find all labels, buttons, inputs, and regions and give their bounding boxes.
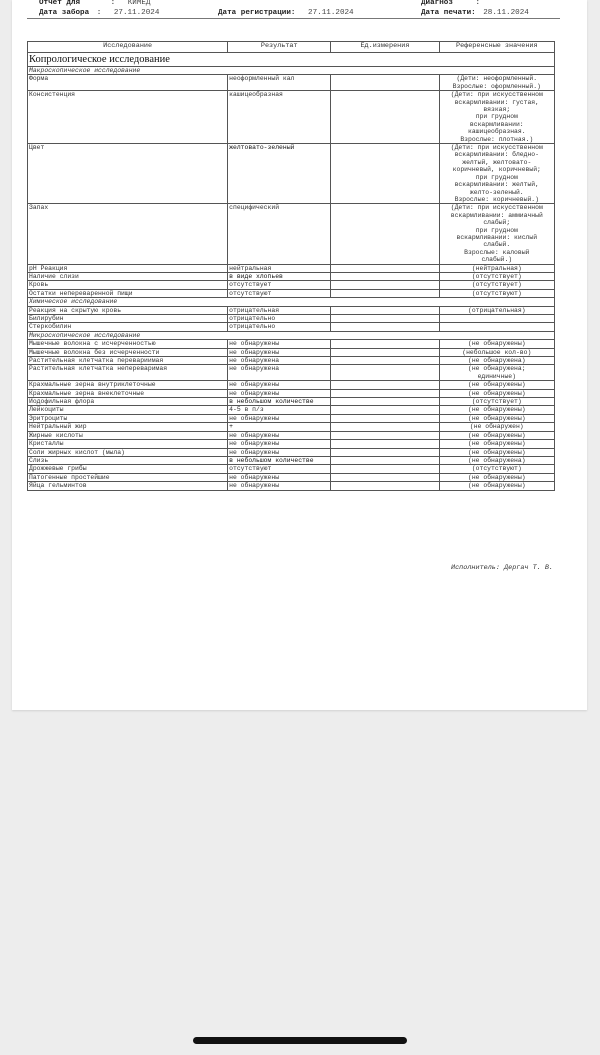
result-cell: отрицательно [228,315,331,323]
test-name-cell: Растительная клетчатка перевариимая [28,357,228,365]
sample-date-label: Дата забора [39,9,90,17]
result-cell: отсутствуют [228,465,331,473]
result-cell: специфический [228,204,331,264]
test-name-cell: Иодофильная флора [28,398,228,406]
results-table [27,41,555,491]
test-name-cell: Лейкоциты [28,406,228,414]
table-row [28,381,555,389]
reference-cell: (Дети: при искусственном вскармливании: аммиачный слабый; при грудном вскармливании: кислый слабый. Взрослые: каловый слабый.) [439,204,554,264]
table-row [28,75,555,91]
test-name-cell: Крахмальные зерна внеклеточные [28,389,228,397]
section-title: Микроскопическое исследование [28,331,555,339]
unit-cell [331,357,439,365]
result-cell: отрицательная [228,306,331,314]
column-header: Исследование [28,42,228,53]
reference-cell: (отсутствуют) [439,465,554,473]
result-cell: отсутствует [228,281,331,289]
test-name-cell: Стеркобилин [28,323,228,331]
table-row [28,281,555,289]
reference-cell: (небольшое кол-во) [439,348,554,356]
unit-cell [331,272,439,280]
reference-cell: (не обнаружена; единичные) [439,365,554,381]
table-row [28,414,555,422]
table-row [28,482,555,490]
table-row [28,456,555,464]
result-cell: 4-5 в п/з [228,406,331,414]
test-name-cell: Нейтральный жир [28,423,228,431]
table-row [28,398,555,406]
unit-cell [331,144,439,204]
reference-cell: (Дети: при искусственном вскармливании: бледно- желтый, желтовато- коричневый, коричневый; при грудном вскармливании: желтый, желто-зеленый. Взрослые: коричневый.) [439,144,554,204]
result-cell: не обнаружены [228,340,331,348]
table-row [28,465,555,473]
reference-cell: (нейтральная) [439,264,554,272]
test-name-cell: Мышечные волокна без исчерченности [28,348,228,356]
home-indicator[interactable] [193,1037,407,1044]
result-cell: не обнаружены [228,482,331,490]
test-name-cell: Жирные кислоты [28,431,228,439]
table-row [28,91,555,144]
table-row [28,264,555,272]
result-cell: + [228,423,331,431]
unit-cell [331,315,439,323]
reference-cell: (Дети: неоформленный. Взрослые: оформленный.) [439,75,554,91]
report-for-value: КИМЕД [127,0,151,7]
reference-cell: (не обнаружены) [439,482,554,490]
unit-cell [331,473,439,481]
result-cell: отсутствуют [228,289,331,297]
result-cell: в виде хлопьев [228,272,331,280]
reference-cell: (отсутствуют) [439,289,554,297]
section-row [28,298,555,306]
registration-date-label: Дата регистрации: [218,9,296,17]
table-row [28,340,555,348]
test-name-cell: Цвет [28,144,228,204]
table-row [28,473,555,481]
reference-cell: (не обнаружены) [439,431,554,439]
test-name-cell: Растительная клетчатка непереваримая [28,365,228,381]
section-row [28,67,555,75]
reference-cell: (не обнаружены) [439,448,554,456]
unit-cell [331,323,439,331]
reference-cell: (не обнаружены) [439,473,554,481]
table-header-row [28,42,555,53]
table-row [28,440,555,448]
executor-signature: Исполнитель: Дергач Т. В. [451,564,553,572]
print-date-row [421,8,529,18]
reference-cell: (не обнаружены) [439,414,554,422]
test-name-cell: Запах [28,204,228,264]
unit-cell [331,456,439,464]
test-name-cell: Наличие слизи [28,272,228,280]
test-name-cell: Консистенция [28,91,228,144]
column-header: Референсные значения [439,42,554,53]
test-name-cell: Дрожжевые грибы [28,465,228,473]
unit-cell [331,365,439,381]
unit-cell [331,75,439,91]
unit-cell [331,91,439,144]
unit-cell [331,348,439,356]
table-row [28,144,555,204]
result-cell: не обнаружены [228,440,331,448]
reference-cell: (не обнаружены) [439,381,554,389]
reference-cell: (отсутствует) [439,272,554,280]
unit-cell [331,381,439,389]
test-name-cell: Форма [28,75,228,91]
test-name-cell: Остатки непереваренной пищи [28,289,228,297]
reference-cell: (не обнаружены) [439,406,554,414]
unit-cell [331,482,439,490]
column-header: Ед.измерения [331,42,439,53]
column-header: Результат [228,42,331,53]
report-for-label: Отчет для [39,0,81,7]
unit-cell [331,431,439,439]
table-row [28,406,555,414]
unit-cell [331,289,439,297]
reference-cell [439,323,554,331]
reference-cell: (отсутствует) [439,398,554,406]
result-cell: неоформленный кал [228,75,331,91]
section-row [28,331,555,339]
test-name-cell: Эритроциты [28,414,228,422]
table-row [28,357,555,365]
test-name-cell: Соли жирных кислот (мыла) [28,448,228,456]
reference-cell: (не обнаружен) [439,423,554,431]
registration-date-value: 27.11.2024 [308,9,354,17]
reference-cell [439,315,554,323]
table-row [28,323,555,331]
table-row [28,204,555,264]
test-name-cell: Кристаллы [28,440,228,448]
unit-cell [331,204,439,264]
unit-cell [331,398,439,406]
header-divider [27,18,560,19]
unit-cell [331,306,439,314]
test-name-cell: Слизь [28,456,228,464]
result-cell: не обнаружена [228,365,331,381]
result-cell: не обнаружена [228,357,331,365]
result-cell: кашицеобразная [228,91,331,144]
unit-cell [331,423,439,431]
result-cell: не обнаружены [228,473,331,481]
reference-cell: (Дети: при искусственном вскармливании: густая, вязкая; при грудном вскармливании: кашицеобразная. Взрослые: плотная.) [439,91,554,144]
table-row [28,289,555,297]
table-row [28,315,555,323]
section-title: Макроскопическое исследование [28,67,555,75]
test-name-cell: Реакция на скрытую кровь [28,306,228,314]
reference-cell: (отрицательная) [439,306,554,314]
test-name-cell: Билирубин [28,315,228,323]
diagnosis-label: Диагноз [421,0,453,7]
table-row [28,389,555,397]
test-name-cell: Яйца гельминтов [28,482,228,490]
test-name-cell: Кровь [28,281,228,289]
result-cell: не обнаружены [228,389,331,397]
reference-cell: (не обнаружены) [439,389,554,397]
table-row [28,272,555,280]
reference-cell: (не обнаружены) [439,440,554,448]
test-name-cell: Крахмальные зерна внутриклеточные [28,381,228,389]
result-cell: не обнаружены [228,348,331,356]
table-row [28,306,555,314]
unit-cell [331,281,439,289]
result-cell: желтовато-зеленый [228,144,331,204]
diagnosis-row: Диагноз : [421,0,481,7]
registration-date-row [218,8,354,18]
table-row [28,423,555,431]
sample-date-value: 27.11.2024 [113,9,160,17]
table-row [28,348,555,356]
result-cell: не обнаружены [228,448,331,456]
result-cell: не обнаружены [228,381,331,389]
result-cell: не обнаружены [228,431,331,439]
sample-date-row: Дата забора : 27.11.2024 [39,9,160,17]
print-date-value: 28.11.2024 [483,9,529,17]
result-cell: в небольшом количестве [228,456,331,464]
reference-cell: (не обнаружена) [439,456,554,464]
unit-cell [331,264,439,272]
result-cell: нейтральная [228,264,331,272]
test-name-cell: Мышечные волокна с исчерченностью [28,340,228,348]
reference-cell: (не обнаружены) [439,340,554,348]
unit-cell [331,340,439,348]
unit-cell [331,465,439,473]
table-title: Копрологическое исследование [28,53,555,67]
table-row [28,431,555,439]
test-name-cell: Патогенные простейшие [28,473,228,481]
table-row [28,365,555,381]
result-cell: не обнаружены [228,414,331,422]
table-title-row [28,53,555,67]
unit-cell [331,389,439,397]
unit-cell [331,448,439,456]
report-for-row: Отчет для : КИМЕД [39,0,151,7]
section-title: Химическое исследование [28,298,555,306]
unit-cell [331,440,439,448]
reference-cell: (не обнаружена) [439,357,554,365]
unit-cell [331,406,439,414]
result-cell: в небольшом количестве [228,398,331,406]
unit-cell [331,414,439,422]
test-name-cell: рН Реакция [28,264,228,272]
print-date-label: Дата печати: [421,9,476,17]
reference-cell: (отсутствует) [439,281,554,289]
table-row [28,448,555,456]
result-cell: отрицательно [228,323,331,331]
